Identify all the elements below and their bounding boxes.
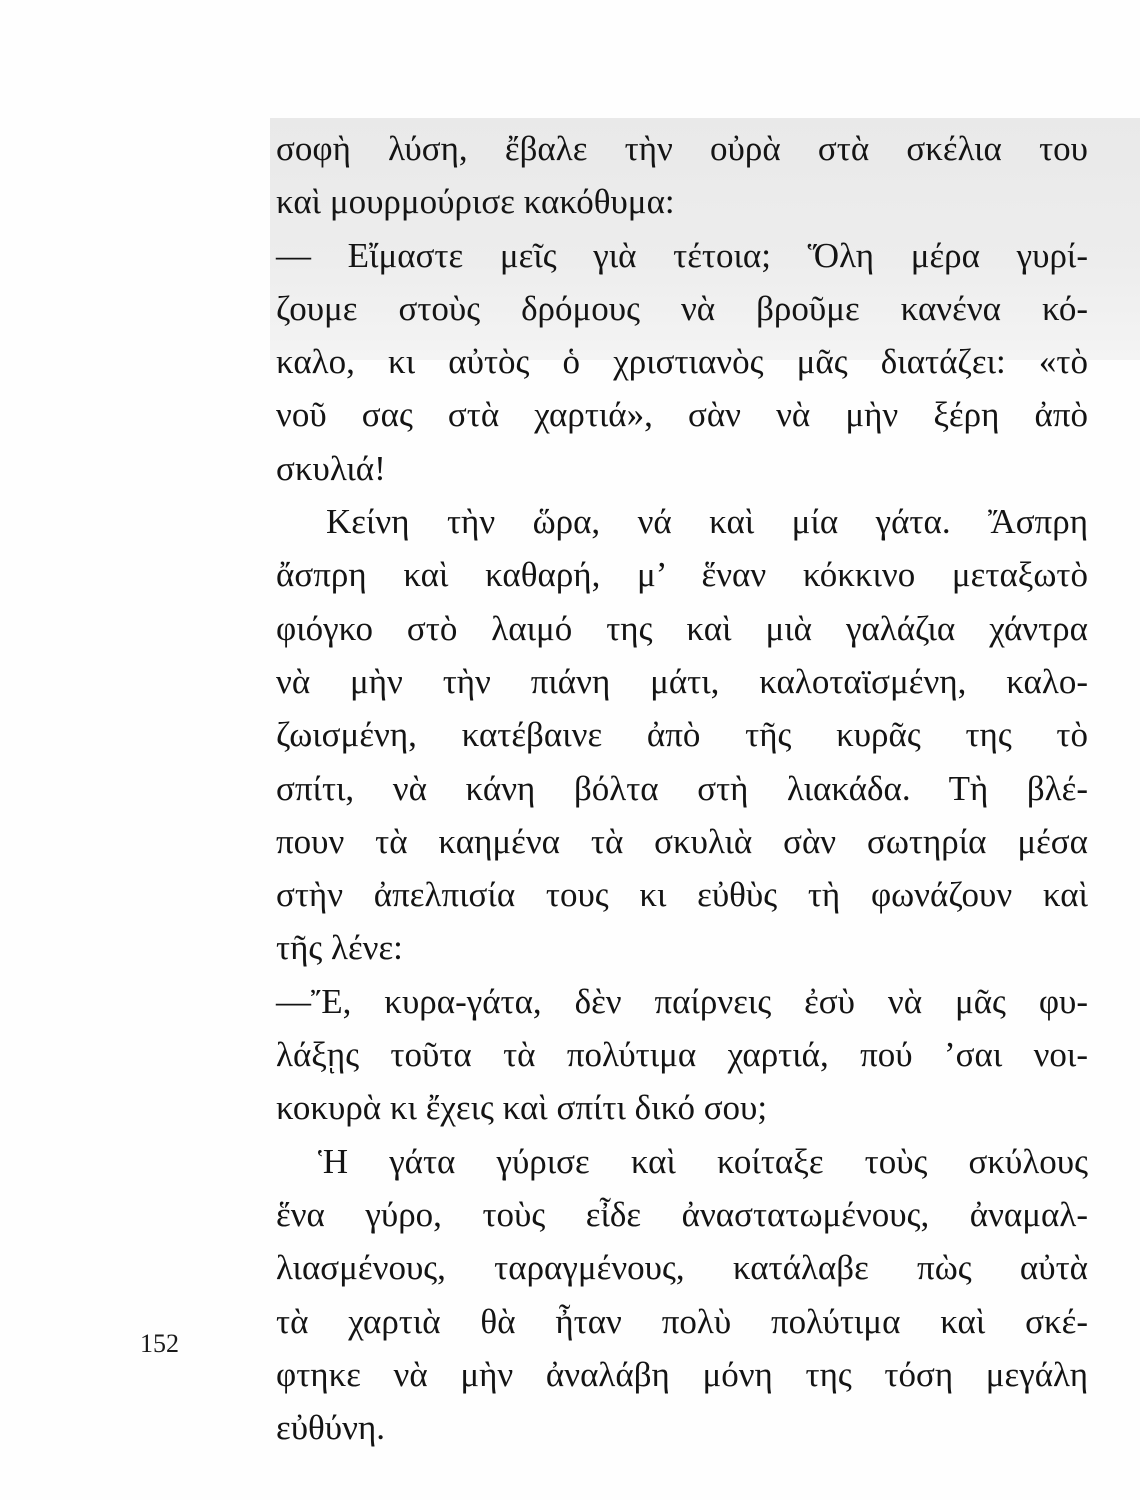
text-line: πουν τὰ καημένα τὰ σκυλιὰ σὰν σωτηρία μέσα [276, 821, 1088, 861]
text-line: σπίτι, νὰ κάνη βόλτα στὴ λιακάδα. Τὴ βλέ- [276, 768, 1088, 808]
text-line: ἕνα γύρο, τοὺς εἶδε ἀναστατωμένους, ἀναμαλ- [276, 1194, 1088, 1234]
text-line: κοκυρὰ κι ἔχεις καὶ σπίτι δικό σου; [276, 1088, 768, 1128]
text-line: Ἡ γάτα γύρισε καὶ κοίταξε τοὺς σκύλους [318, 1141, 1088, 1181]
text-line: νὰ μὴν τὴν πιάνη μάτι, καλοταϊσμένη, καλο- [276, 661, 1088, 701]
text-line: εὐθύνη. [276, 1408, 385, 1448]
text-line: νοῦ σας στὰ χαρτιά», σὰν νὰ μὴν ξέρη ἀπὸ [276, 395, 1088, 435]
text-line: λιασμένους, ταραγμένους, κατάλαβε πὼς αὐτὰ [276, 1248, 1088, 1288]
text-line: καλο, κι αὐτὸς ὁ χριστιανὸς μᾶς διατάζει: «τὸ [276, 342, 1088, 382]
text-line: λάξῃς τοῦτα τὰ πολύτιμα χαρτιά, πού ’σαι νοι- [276, 1035, 1088, 1075]
body-text [276, 122, 1088, 1454]
text-line: ζωισμένη, κατέβαινε ἀπὸ τῆς κυρᾶς της τὸ [276, 715, 1088, 755]
text-line: — Εἴμαστε μεῖς γιὰ τέτοια; Ὅλη μέρα γυρί- [276, 235, 1088, 275]
text-line: —Ἔ, κυρα-γάτα, δὲν παίρνεις ἐσὺ νὰ μᾶς φυ- [276, 981, 1088, 1021]
text-line: στὴν ἀπελπισία τους κι εὐθὺς τὴ φωνάζουν καὶ [276, 875, 1088, 915]
text-line: ἄσπρη καὶ καθαρή, μ’ ἕναν κόκκινο μεταξωτὸ [276, 555, 1088, 595]
text-line: καὶ μουρμούρισε κακόθυμα: [276, 182, 675, 222]
text-line: τὰ χαρτιὰ θὰ ἦταν πολὺ πολύτιμα καὶ σκέ- [276, 1301, 1088, 1341]
text-line: τῆς λένε: [276, 928, 403, 968]
text-line: φτηκε νὰ μὴν ἀναλάβη μόνη της τόση μεγάλη [276, 1354, 1088, 1394]
page-number: 152 [140, 1329, 179, 1358]
text-line: ζουμε στοὺς δρόμους νὰ βροῦμε κανένα κό- [276, 288, 1088, 328]
text-line: σοφὴ λύση, ἔβαλε τὴν οὐρὰ στὰ σκέλια του [276, 129, 1088, 168]
text-line: φιόγκο στὸ λαιμό της καὶ μιὰ γαλάζια χάντρα [276, 608, 1088, 648]
text-line: Κείνη τὴν ὥρα, νά καὶ μία γάτα. Ἄσπρη [326, 502, 1088, 542]
text-line: σκυλιά! [276, 448, 386, 488]
